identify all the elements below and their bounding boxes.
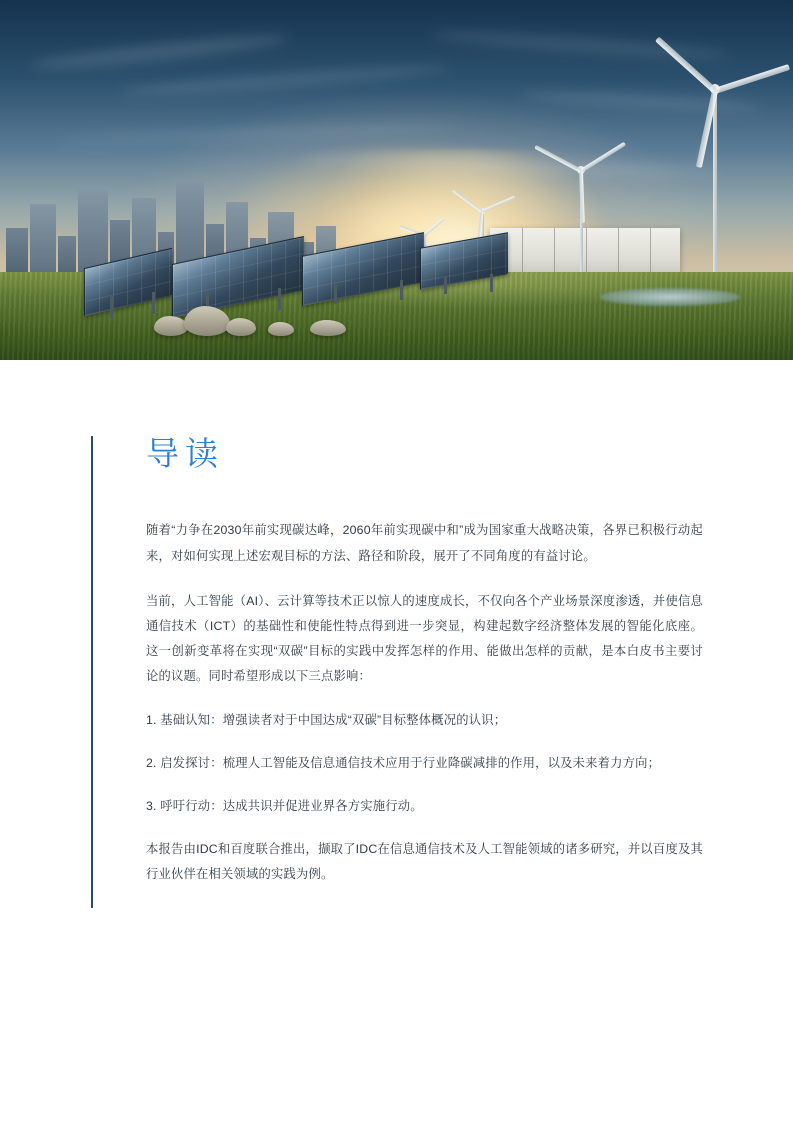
list-item: 3. 呼吁行动：达成共识并促进业界各方实施行动。 xyxy=(146,798,423,813)
wind-turbine xyxy=(650,58,780,288)
pond xyxy=(600,288,740,306)
wind-turbine xyxy=(534,148,630,288)
page-title: 导读 xyxy=(146,435,224,472)
list-item: 2. 启发探讨：梳理人工智能及信息通信技术应用于行业降碳减排的作用，以及未来着力方向； xyxy=(146,755,661,770)
closing-paragraph: 本报告由IDC和百度联合推出，撷取了IDC在信息通信技术及人工智能领域的诸多研究，并以百度及其行业伙伴在相关领域的实践为例。 xyxy=(146,842,703,882)
intro-paragraph-2: 当前，人工智能（AI）、云计算等技术正以惊人的速度成长，不仅向各个产业场景深度渗透，并使信息通信技术（ICT）的基础性和使能性特点得到进一步突显，构建起数字经济整体发展的智能化底座。这一创新变革将在实现“双碳”目标的实践中发挥怎样的作用、能做出怎样的贡献，是本白皮书主要讨论的议题。同时希望形成以下三点影响： xyxy=(146,593,703,684)
intro-paragraph-1: 随着“力争在2030年前实现碳达峰，2060年前实现碳中和”成为国家重大战略决策，各界已积极行动起来，对如何实现上述宏观目标的方法、路径和阶段，展开了不同角度的有益讨论。 xyxy=(146,523,703,563)
list-item: 1. 基础认知：增强读者对于中国达成“双碳”目标整体概况的认识； xyxy=(146,712,507,727)
document-content xyxy=(91,436,703,908)
rocks xyxy=(150,300,380,342)
hero-image xyxy=(0,0,793,360)
left-accent-rule xyxy=(91,436,93,908)
